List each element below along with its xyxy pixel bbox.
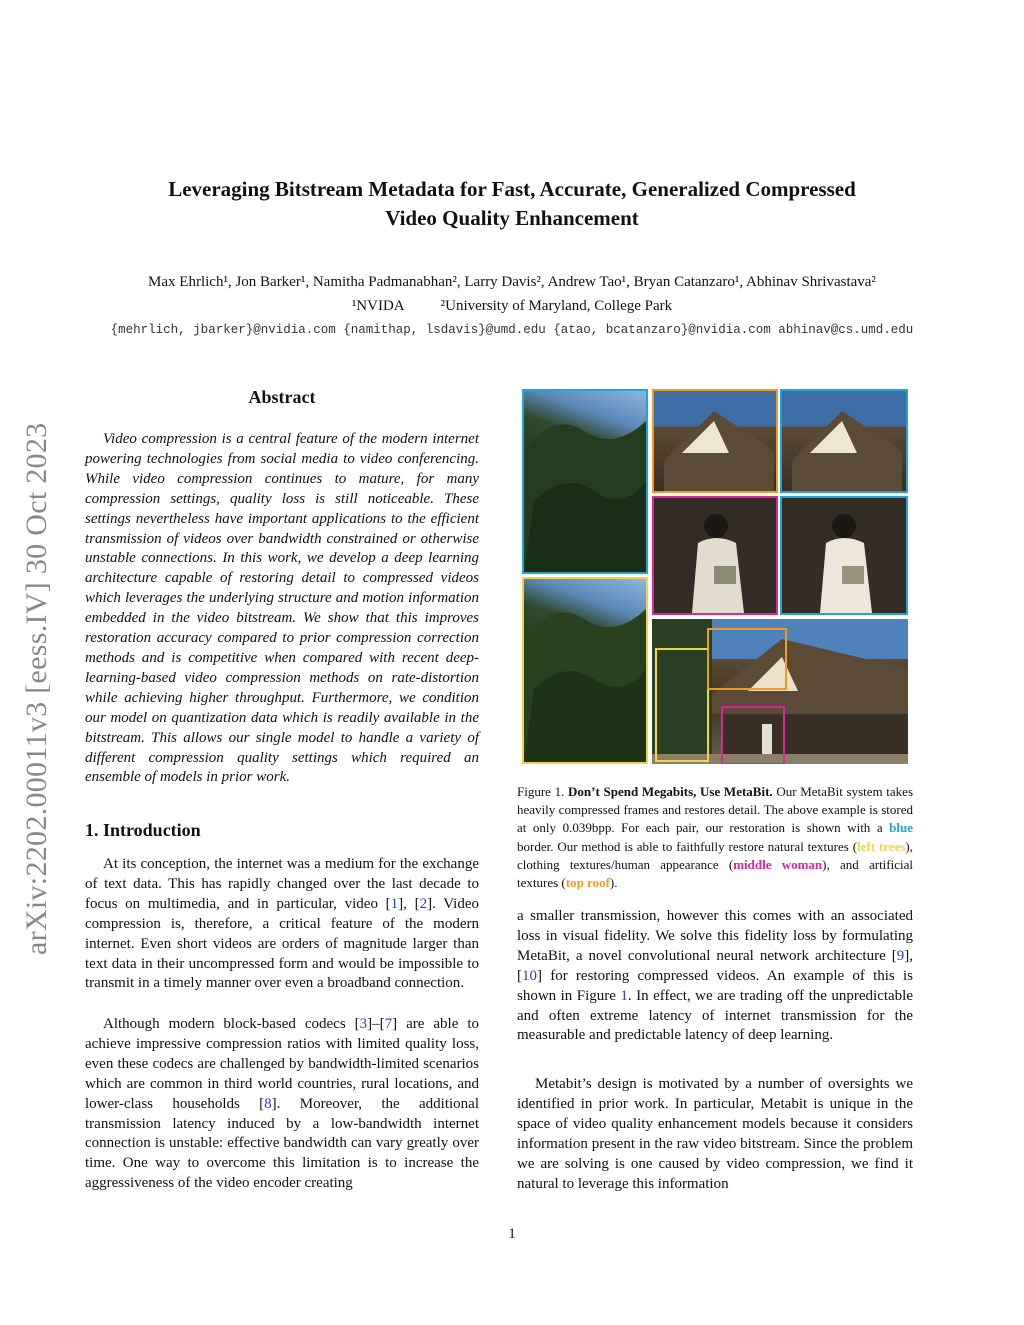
caption-blue-term: blue bbox=[889, 820, 913, 836]
roof-icon bbox=[654, 391, 776, 491]
citation-link[interactable]: 3 bbox=[359, 1016, 368, 1032]
citation-link[interactable]: 9 bbox=[896, 947, 905, 964]
left-trees-restored-panel bbox=[522, 389, 648, 574]
figure-1-image-grid bbox=[522, 389, 908, 764]
citation-link[interactable]: 10 bbox=[522, 967, 537, 984]
left-trees-compressed-panel bbox=[522, 577, 648, 764]
woman-figure-icon bbox=[782, 498, 906, 613]
arxiv-sidebar bbox=[12, 355, 62, 955]
top-roof-restored-panel bbox=[780, 389, 908, 493]
full-scene-panel bbox=[652, 619, 908, 764]
figure-reference-link[interactable]: 1 bbox=[620, 987, 628, 1004]
tree-foliage-icon bbox=[524, 391, 646, 572]
page-number: 1 bbox=[508, 1226, 516, 1242]
arxiv-identifier: arXiv:2202.00011v3 [eess.IV] 30 Oct 2023 bbox=[20, 422, 53, 955]
figure-1-caption: Figure 1. Don’t Spend Megabits, Use MetaBit. Our MetaBit system takes heavily compressed frames and restores detail. The above example is stored at only 0.039bpp. For each pair, our restoration is shown with a blue border. Our method is able to faithfully restore natural textures (left trees), clothing textures/human appearance (middle woman), and artificial textures (top roof). bbox=[517, 784, 913, 891]
author-list: Max Ehrlich¹, Jon Barker¹, Namitha Padmanabhan², Larry Davis², Andrew Tao¹, Bryan Catanzaro¹, Abhinav Shrivastava² bbox=[148, 274, 876, 290]
caption-left-trees-term: left trees bbox=[857, 838, 906, 854]
affiliation-nvidia: ¹NVIDA bbox=[351, 298, 405, 314]
middle-woman-restored-panel bbox=[780, 496, 908, 615]
top-roof-compressed-panel bbox=[652, 389, 778, 493]
tree-foliage-icon bbox=[524, 579, 646, 762]
intro-paragraph-2: Although modern block-based codecs [3]–[7] are able to achieve impressive compression ratios with limited quality loss, even these codecs are challenged by bandwidth-limited scenarios which are common in third world countries, rural locations, and lower-class households [8]. Moreover, the additional transmission latency induced by a low-bandwidth internet connection is unstable: effective bandwidth can vary greatly over time. One way to overcome this limitation is to increase the aggressiveness of the video encoder creating bbox=[85, 1016, 479, 1192]
citation-link[interactable]: 2 bbox=[419, 895, 428, 912]
intro-paragraph-1: At its conception, the internet was a medium for the exchange of text data. This has rapidly changed over the last decade to focus on multimedia, and in particular, video [1], [2]. Video compression is, therefore, a critical feature of the modern internet. Even short videos are orders of magnitude larger than text data in their uncompressed form and would be impossible to transmit in a timely manner over even a broadband connection. bbox=[85, 856, 479, 992]
citation-link[interactable]: 7 bbox=[384, 1016, 393, 1032]
caption-middle-woman-term: middle woman bbox=[733, 856, 823, 872]
citation-link[interactable]: 8 bbox=[264, 1095, 272, 1112]
intro-paragraph-3: a smaller transmission, however this comes with an associated loss in visual fidelity. We solve this fidelity loss by formulating MetaBit, a novel convolutional neural network architecture [9], [10] for restoring compressed videos. An example of this is shown in Figure 1. In effect, we are trading off the unpredictable and often extreme latency of internet transmission for the measurable and predictable latency of deep learning. bbox=[517, 908, 913, 1044]
abstract-heading: Abstract bbox=[248, 387, 316, 407]
section-heading-introduction: 1. Introduction bbox=[85, 820, 201, 840]
abstract-text: Video compression is a central feature of the modern internet powering technologies from social media to video conferencing. While video compression continues to mature, for many compression settings, quality loss is still noticeable. These settings nevertheless have important applications to the efficient transmission of videos over bandwidth constrained or otherwise unstable connections. In this work, we develop a deep learning architecture capable of restoring detail to compressed videos which leverages the underlying structure and motion information embedded in the video bitstream. We show that this improves restoration accuracy compared to prior compression correction methods and is competitive when compared with recent deep-learning-based video compression methods on rate-distortion while achieving higher throughput. Furthermore, we condition our model on quantization data which is readily available in the bitstream. This allows our single model to handle a variety of different compression quality settings which required an ensemble of models in prior work. bbox=[85, 431, 479, 786]
roof-icon bbox=[782, 391, 906, 491]
paper-title bbox=[60, 175, 964, 233]
house-scene-icon bbox=[652, 619, 908, 764]
citation-link[interactable]: 1 bbox=[390, 895, 399, 912]
affiliations bbox=[60, 296, 964, 316]
woman-figure-icon bbox=[654, 498, 776, 613]
author-emails: {mehrlich, jbarker}@nvidia.com {namithap, lsdavis}@umd.edu {atao, bcatanzaro}@nvidia.com abhinav@cs.umd.edu bbox=[110, 323, 914, 337]
caption-top-roof-term: top roof bbox=[565, 875, 610, 891]
intro-paragraph-4: Metabit’s design is motivated by a number of oversights we identified in prior work. In particular, Metabit is unique in the space of video quality enhancement models because it considers information present in the raw video bitstream. Since the problem we are solving is one caused by video compression, we find it natural to leverage this information bbox=[517, 1076, 913, 1192]
middle-woman-compressed-panel bbox=[652, 496, 778, 615]
title-line-2: Video Quality Enhancement bbox=[385, 206, 639, 230]
title-line-1: Leveraging Bitstream Metadata for Fast, Accurate, Generalized Compressed bbox=[168, 177, 856, 201]
affiliation-umd: ²University of Maryland, College Park bbox=[440, 298, 673, 314]
